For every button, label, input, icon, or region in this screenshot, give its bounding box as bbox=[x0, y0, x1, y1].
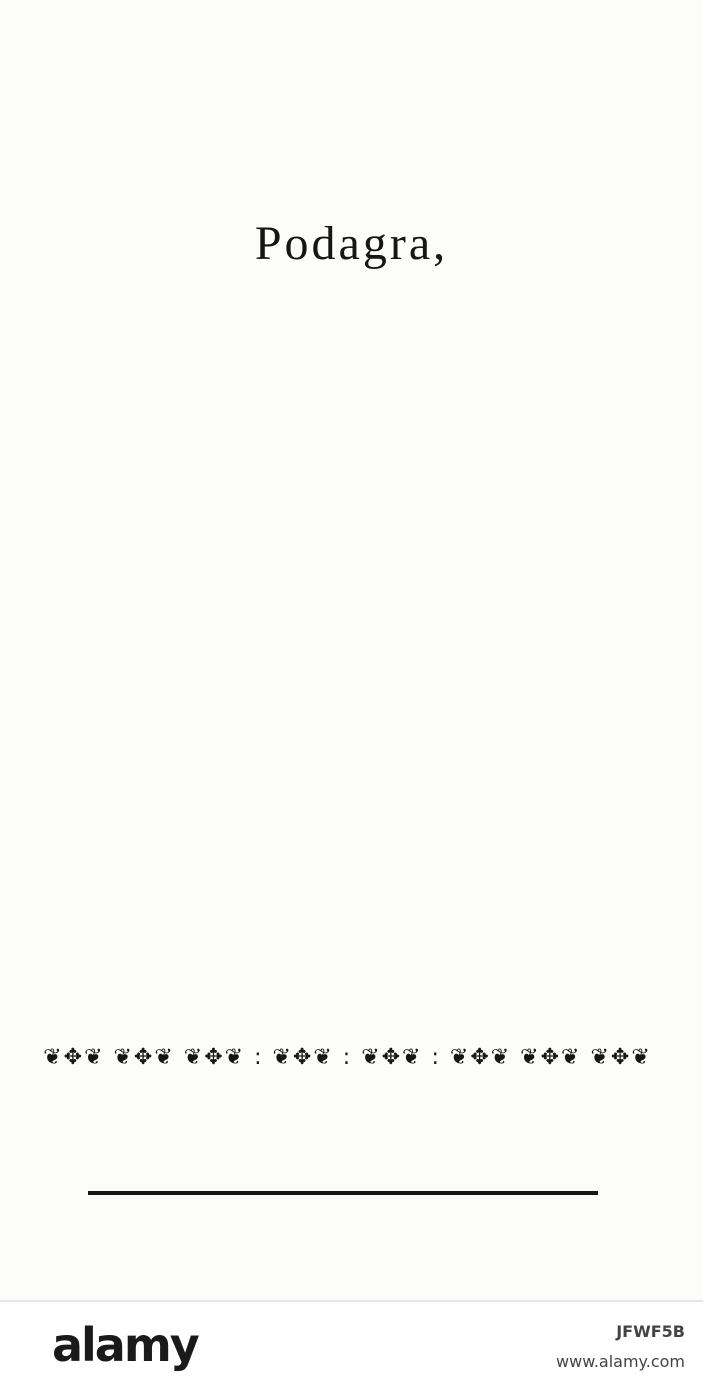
image-id: JFWF5B bbox=[616, 1322, 685, 1341]
site-url: www.alamy.com bbox=[556, 1352, 685, 1371]
horizontal-rule bbox=[88, 1191, 598, 1195]
main-title-podagra: Podagra, bbox=[254, 217, 449, 270]
ornament-border: ❦✥❦ ❦✥❦ ❦✥❦ : ❦✥❦ : ❦✥❦ : ❦✥❦ ❦✥❦ ❦✥❦ bbox=[43, 1045, 652, 1070]
alamy-logo: alamy bbox=[52, 1318, 198, 1372]
footer-divider bbox=[0, 1300, 703, 1302]
